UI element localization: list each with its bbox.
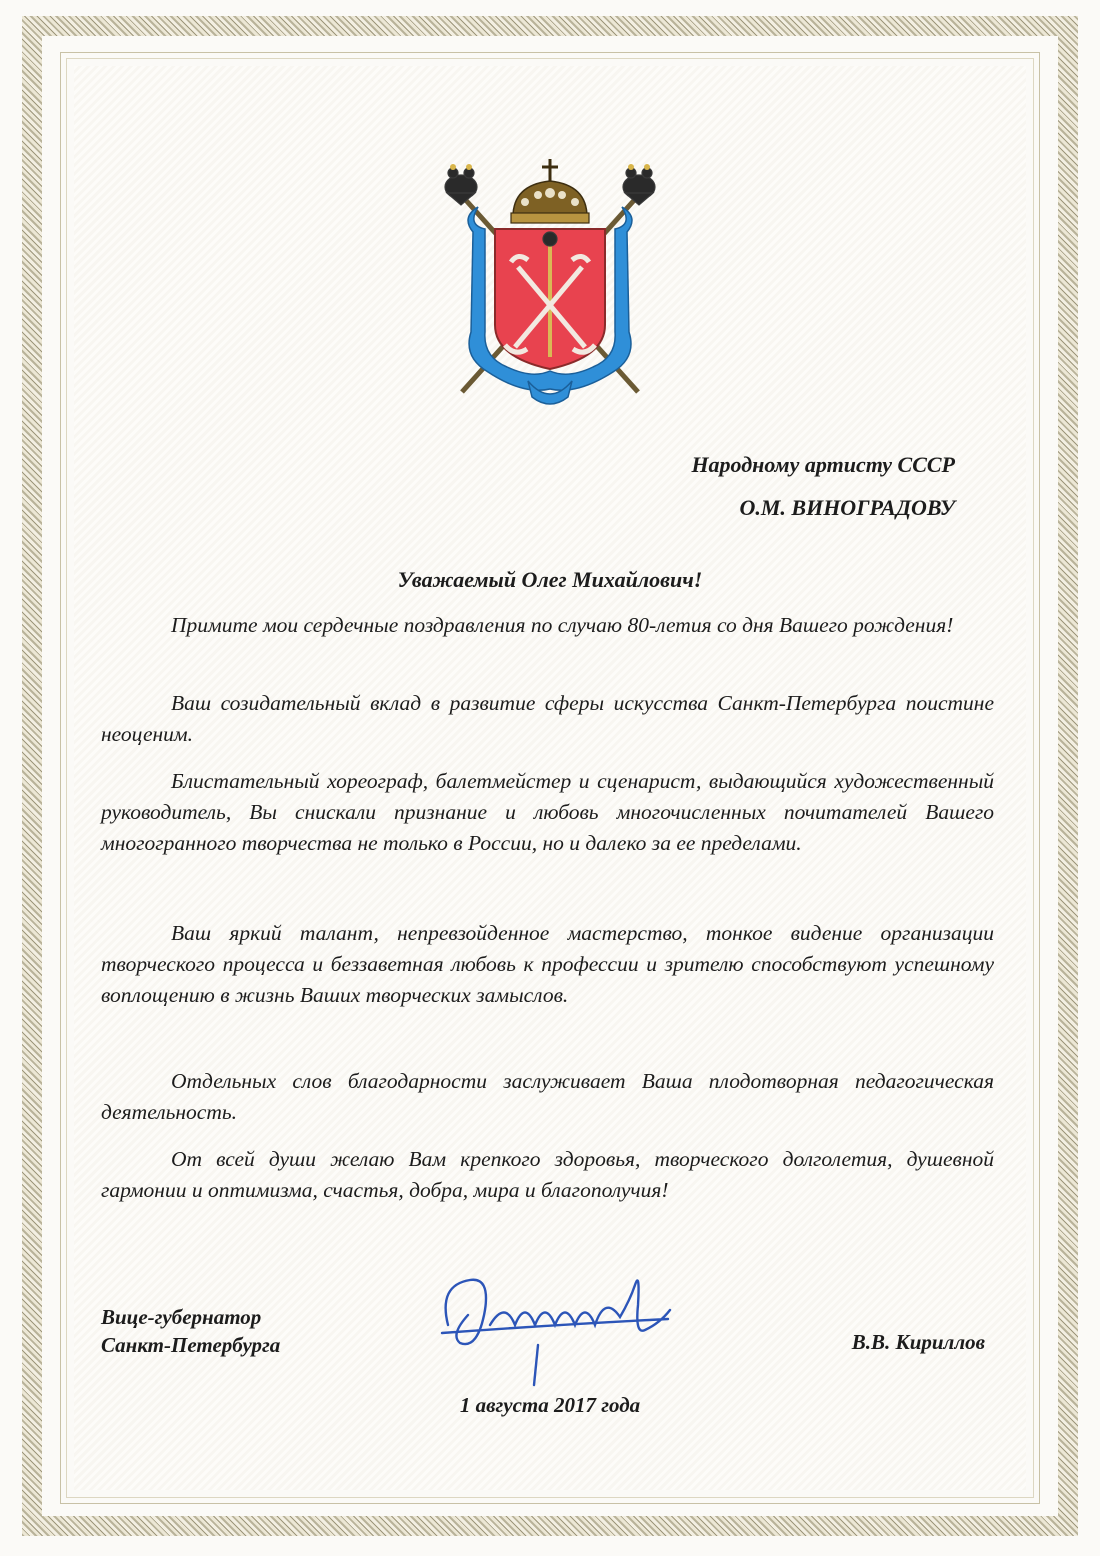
- letter-paragraph: [101, 918, 994, 1011]
- letter-paragraph: [101, 1066, 994, 1128]
- letter-date: 1 августа 2017 года: [459, 1393, 641, 1417]
- signatory-title-line1: Вице-губернатор: [101, 1305, 262, 1329]
- salutation: Уважаемый Олег Михайлович!: [397, 567, 703, 592]
- addressee-name: О.М. ВИНОГРАДОВУ: [739, 495, 955, 520]
- signatory-title: [101, 1303, 280, 1359]
- letter-paragraph: [101, 766, 994, 859]
- paragraph-text: От всей души желаю Вам крепкого здоровья, творческого долголетия, душевной гармонии и оптимизма, счастья, добра, мира и благополучия!: [101, 1147, 994, 1202]
- addressee-title: Народному артисту СССР: [691, 452, 955, 477]
- handwritten-signature: [430, 1255, 680, 1390]
- paragraph-text: Ваш созидательный вклад в развитие сферы искусства Санкт-Петербурга поистине неоценим.: [101, 691, 994, 746]
- paragraph-text: Блистательный хореограф, балетмейстер и сценарист, выдающийся художественный руководитель, Вы снискали признание и любовь многочисленных почитателей Вашего многогранного творчества не только в России, но и далеко за ее пределами.: [101, 769, 994, 855]
- signatory-title-line2: Санкт-Петербурга: [101, 1333, 281, 1357]
- letter-paragraph: [101, 1144, 994, 1206]
- paragraph-text: Примите мои сердечные поздравления по случаю 80-летия со дня Вашего рождения!: [171, 613, 954, 637]
- letter-paragraph: [101, 688, 994, 750]
- coat-of-arms-emblem: [433, 157, 667, 411]
- letter-paragraph: [101, 610, 994, 641]
- paragraph-text: Отдельных слов благодарности заслуживает Ваша плодотворная педагогическая деятельность.: [101, 1069, 994, 1124]
- paragraph-text: Ваш яркий талант, непревзойденное мастерство, тонкое видение организации творческого процесса и беззаветная любовь к профессии и зрителю способствуют успешному воплощению в жизнь Ваших творческих замыслов.: [101, 921, 994, 1007]
- signatory-name: В.В. Кириллов: [851, 1330, 985, 1354]
